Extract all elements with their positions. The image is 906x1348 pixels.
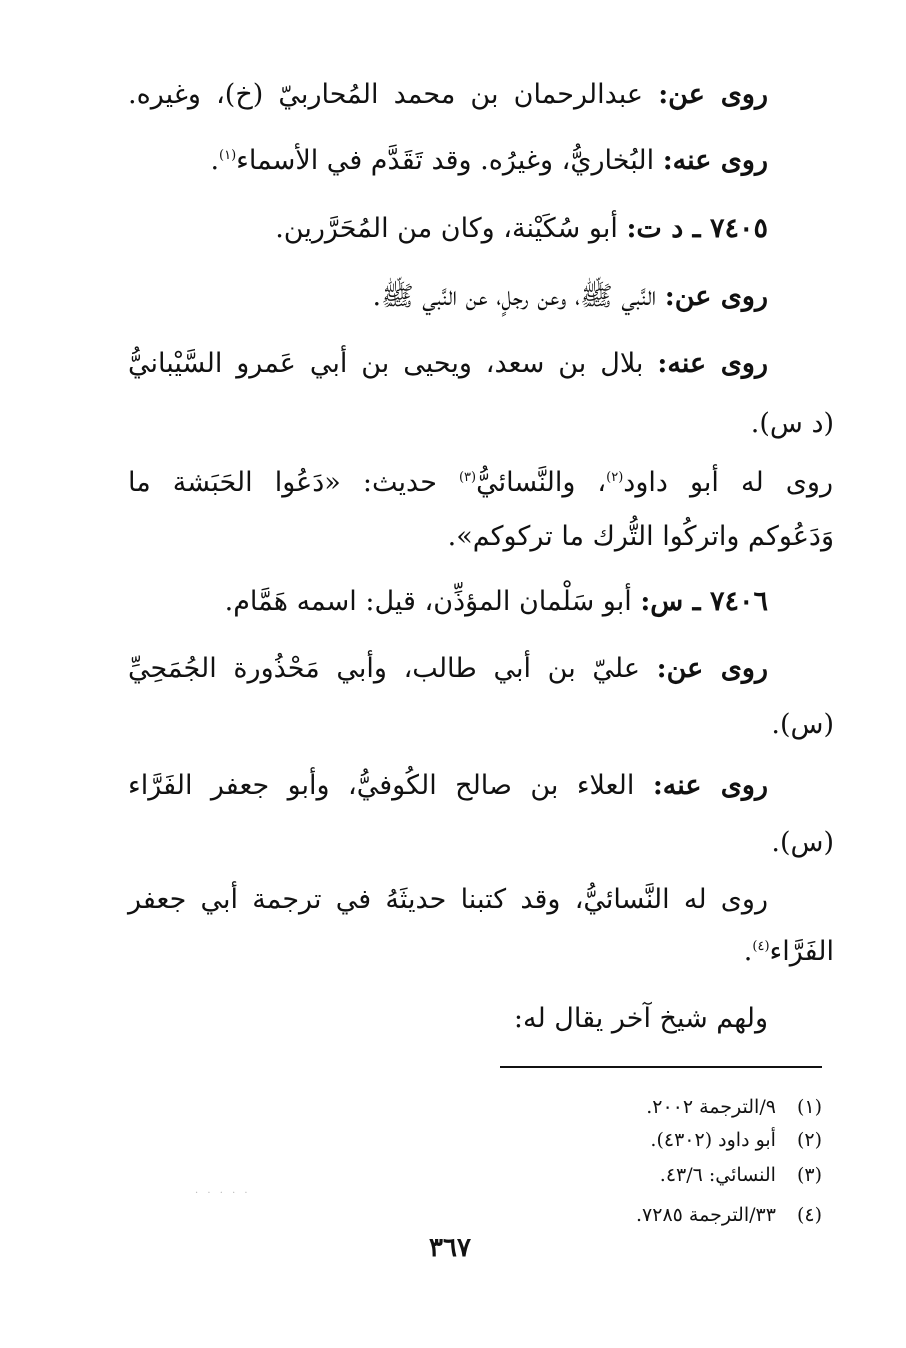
entry-number: ٧٤٠٦ ـ س: (640, 586, 768, 617)
page-number: ٣٦٧ (429, 1233, 471, 1263)
line-tail: . (743, 936, 753, 967)
line-lead: روى عنه: (662, 145, 768, 176)
line-text: وَدَعُوكم واتركُوا التُّرك ما تركوكم». (447, 521, 834, 552)
line-text: عليّ بن أبي طالب، وأبي مَحْذُورة الجُمَحِيِّ (128, 653, 640, 684)
entry-name: أبو سَلْمان المؤذِّن، قيل: اسمه هَمَّام. (224, 586, 632, 617)
footnote-number: (٣) (796, 1164, 822, 1186)
footnote-ref: (٤) (752, 939, 770, 954)
line-text: حديث: «دَعُوا الحَبَشة ما (128, 467, 459, 498)
line-text: الفَرَّاء (769, 936, 834, 967)
line-text: روى له النَّسائيُّ، وقد كتبنا حديثَهُ في ترجمة أبي جعفر (128, 884, 768, 915)
footnote-text: ٣٣/الترجمة ٧٢٨٥. (636, 1204, 776, 1226)
narrated-by-line (210, 141, 768, 181)
footnote-text: ٩/الترجمة ٢٠٠٢. (646, 1096, 776, 1118)
scan-specks: · · · · · (195, 1188, 251, 1199)
entry-heading-7405 (275, 209, 768, 249)
footnote-number: (١) (796, 1096, 822, 1118)
line-text: ، والنَّسائيُّ (476, 467, 607, 498)
line-lead: روى عن: (664, 281, 768, 312)
footnote-text: أبو داود (٤٣٠٢). (650, 1129, 776, 1151)
footnote (646, 1094, 822, 1120)
line-lead: روى عنه: (652, 770, 768, 801)
footnote (650, 1127, 822, 1153)
line-text: (س). (771, 709, 834, 740)
line-lead: روى عن: (658, 79, 768, 110)
note-continuation-line (744, 932, 834, 972)
footnote-separator (500, 1066, 822, 1068)
narrated-note-line (128, 880, 768, 920)
line-text: العلاء بن صالح الكُوفيُّ، وأبو جعفر الفَرَّاء (128, 770, 635, 801)
closing-line (514, 999, 768, 1039)
narration-from-line (128, 649, 768, 689)
entry-name: أبو سُكَيْنة، وكان من المُحَرَّرين. (275, 213, 618, 244)
line-tail: . (210, 145, 220, 176)
symbol-line (771, 823, 834, 863)
line-text: عبدالرحمان بن محمد المُحاربيّ (خ)، وغيره. (128, 79, 644, 110)
line-text: البُخاريُّ، وغيرُه. وقد تَقَدَّم في الأسماء (236, 145, 655, 176)
footnote-text: النسائي: ٤٣/٦. (659, 1164, 776, 1186)
line-text: ولهم شيخ آخر يقال له: (513, 1003, 768, 1034)
line-lead: روى عن: (656, 653, 768, 684)
entry-number: ٧٤٠٥ ـ د ت: (626, 213, 768, 244)
entry-heading-7406 (225, 582, 768, 622)
narration-from-line (373, 277, 769, 317)
footnote-number: (٢) (796, 1129, 822, 1151)
symbol-line (751, 404, 834, 444)
line-text: (د س). (750, 408, 834, 439)
footnote-ref: (٢) (606, 470, 624, 485)
footnote-number: (٤) (796, 1204, 822, 1226)
narration-from-line (128, 75, 768, 115)
footnote-ref: (١) (219, 148, 237, 163)
footnote-ref: (٣) (458, 470, 477, 485)
line-text: (س). (771, 827, 834, 858)
symbol-line (771, 705, 834, 745)
line-lead: روى عنه: (657, 348, 769, 379)
footnote (636, 1202, 822, 1228)
line-text: النَّبي ﷺ، وعن رجلٍ، عن النَّبي ﷺ. (372, 281, 657, 312)
narrated-hadith-line (128, 463, 833, 503)
narrated-by-line (128, 344, 768, 384)
narrated-by-line (128, 766, 768, 806)
line-text: روى له أبو داود (623, 467, 833, 498)
line-text: بلال بن سعد، ويحيى بن أبي عَمرو السَّيْبانيُّ (128, 348, 644, 379)
footnote (660, 1162, 822, 1188)
hadith-continuation-line (448, 517, 834, 557)
